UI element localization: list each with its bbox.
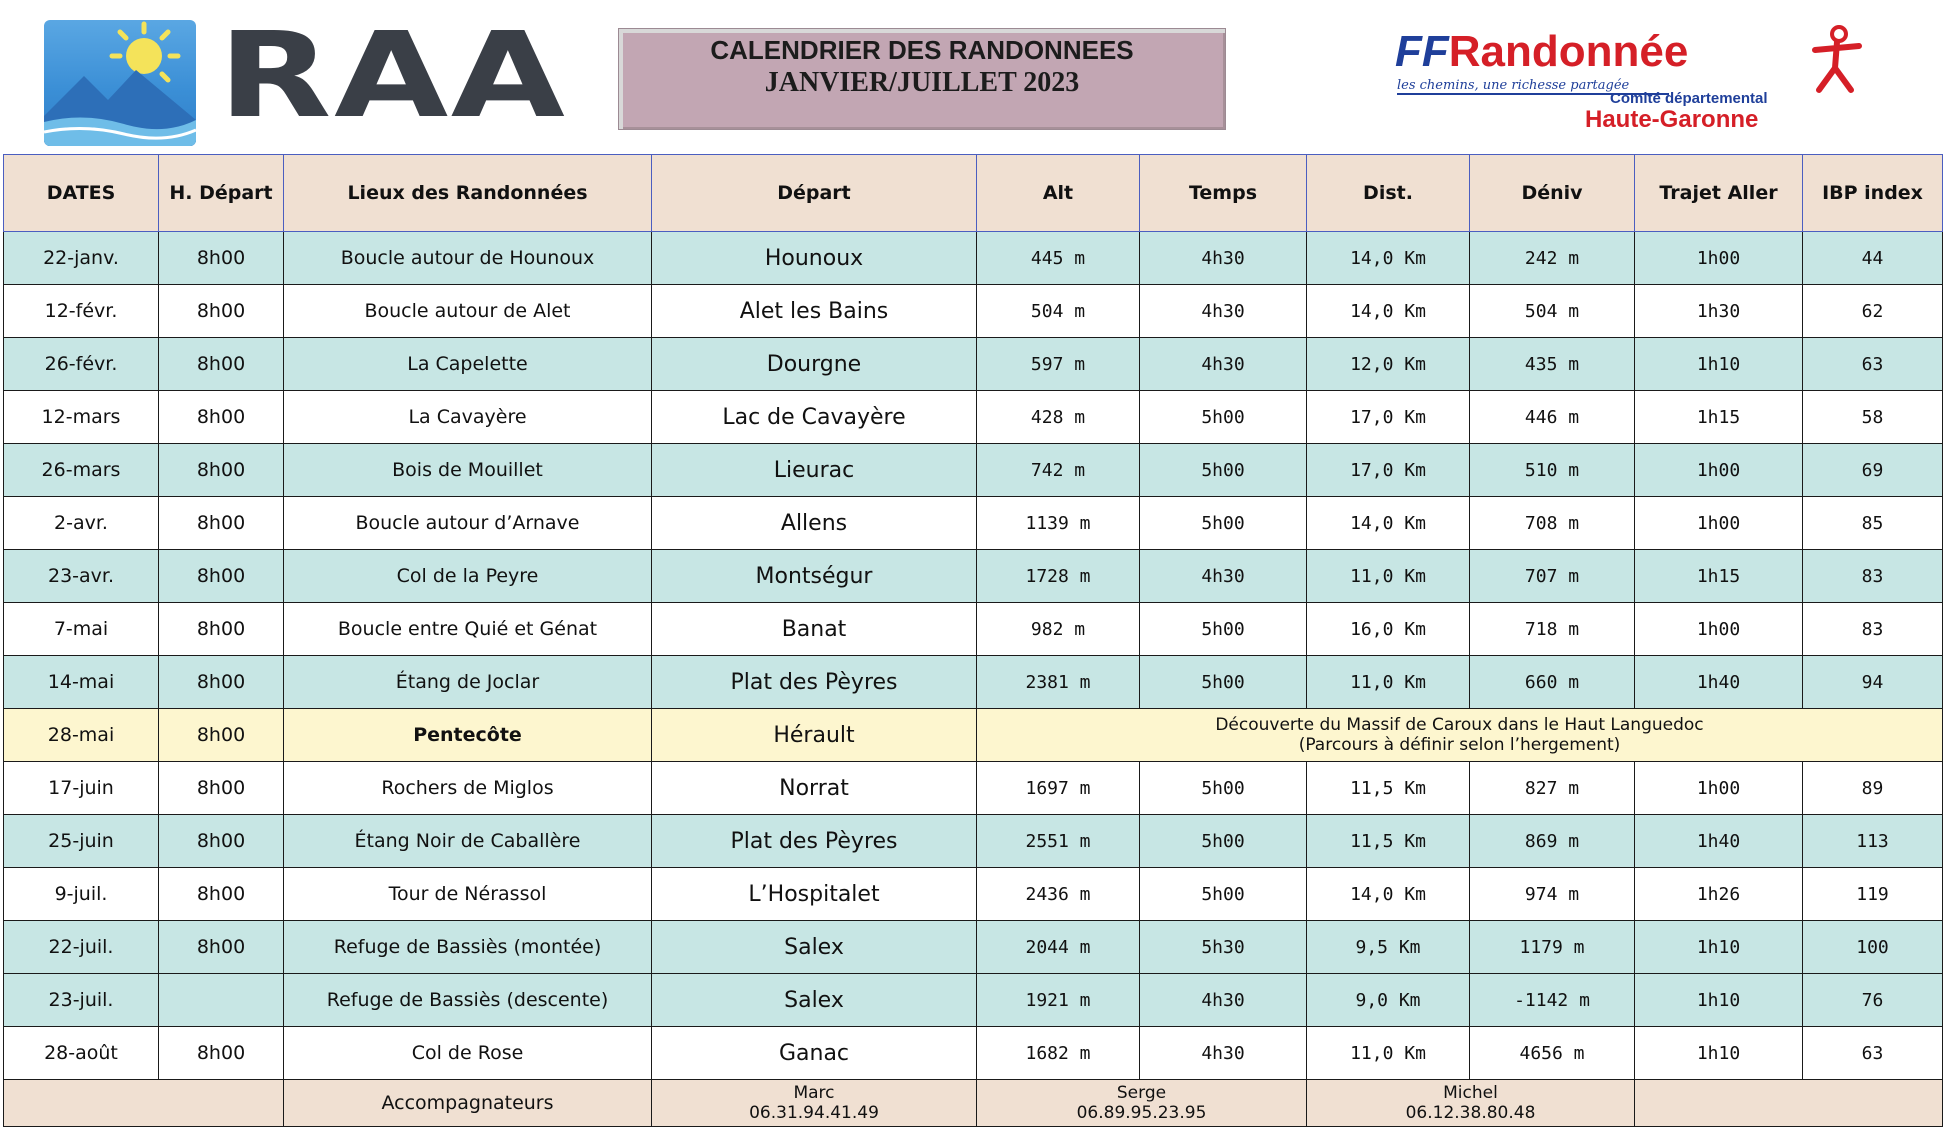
hike-calendar-table [3,154,1943,1127]
title-banner [618,28,1226,130]
cell-ibp: 113 [1803,815,1943,868]
cell-lieu: Col de Rose [284,1027,652,1080]
cell-temps: 5h00 [1140,497,1307,550]
table-row [4,762,1943,815]
cell-lieu: Étang de Joclar [284,656,652,709]
cell-lieu: Boucle autour d’Arnave [284,497,652,550]
cell-date: 22-juil. [4,921,159,974]
cell-temps: 5h00 [1140,868,1307,921]
col-header-temps: Temps [1140,155,1307,232]
cell-trajet: 1h40 [1635,815,1803,868]
col-header-ibp: IBP index [1803,155,1943,232]
cell-date: 22-janv. [4,232,159,285]
cell-temps: 5h00 [1140,391,1307,444]
cell-ibp: 58 [1803,391,1943,444]
cell-depart: Salex [652,974,977,1027]
cell-dist: 11,0 Km [1307,550,1470,603]
cell-lieu: Boucle autour de Alet [284,285,652,338]
cell-heure: 8h00 [159,921,284,974]
cell-depart: Lieurac [652,444,977,497]
table-row [4,868,1943,921]
cell-temps: 5h00 [1140,815,1307,868]
table-row [4,285,1943,338]
cell-lieu: La Cavayère [284,391,652,444]
cell-ibp: 44 [1803,232,1943,285]
cell-trajet: 1h10 [1635,338,1803,391]
footer-end-cell [1635,1080,1943,1127]
cell-depart: Lac de Cavayère [652,391,977,444]
cell-deniv: 435 m [1470,338,1635,391]
cell-trajet: 1h26 [1635,868,1803,921]
cell-temps: 5h00 [1140,603,1307,656]
cell-trajet: 1h00 [1635,603,1803,656]
cell-heure: 8h00 [159,709,284,762]
cell-alt: 2551 m [977,815,1140,868]
cell-dist: 14,0 Km [1307,285,1470,338]
cell-lieu: Col de la Peyre [284,550,652,603]
cell-deniv: 4656 m [1470,1027,1635,1080]
cell-alt: 742 m [977,444,1140,497]
cell-deniv: 242 m [1470,232,1635,285]
sun-mountain-logo-icon [44,20,196,146]
col-header-alt: Alt [977,155,1140,232]
cell-alt: 428 m [977,391,1140,444]
cell-lieu: Refuge de Bassiès (descente) [284,974,652,1027]
note-line-1: Découverte du Massif de Caroux dans le Haut Languedoc [1215,715,1704,735]
cell-alt: 1921 m [977,974,1140,1027]
table-row [4,603,1943,656]
page-subtitle: JANVIER/JUILLET 2023 [764,67,1080,98]
footer-blank-cell [4,1080,284,1127]
cell-trajet: 1h00 [1635,497,1803,550]
cell-deniv: 660 m [1470,656,1635,709]
cell-ibp: 89 [1803,762,1943,815]
table-row [4,1027,1943,1080]
cell-trajet: 1h10 [1635,1027,1803,1080]
cell-dist: 14,0 Km [1307,868,1470,921]
guide-serge [977,1080,1307,1127]
guide-phone: 06.12.38.80.48 [1405,1103,1536,1123]
guide-name: Marc [793,1083,835,1103]
cell-heure: 8h00 [159,603,284,656]
federation-brand [1395,27,1689,76]
cell-depart: Hounoux [652,232,977,285]
cell-lieu: La Capelette [284,338,652,391]
table-row [4,232,1943,285]
col-header-heure-label: H. Départ [169,182,273,204]
cell-alt: 982 m [977,603,1140,656]
cell-heure: 8h00 [159,232,284,285]
cell-lieu: Pentecôte [284,709,652,762]
cell-depart: Hérault [652,709,977,762]
cell-trajet: 1h10 [1635,921,1803,974]
cell-depart: Allens [652,497,977,550]
col-header-dist: Dist. [1307,155,1470,232]
cell-alt: 1728 m [977,550,1140,603]
cell-ibp: 63 [1803,1027,1943,1080]
cell-heure: 8h00 [159,868,284,921]
cell-deniv: -1142 m [1470,974,1635,1027]
cell-deniv: 504 m [1470,285,1635,338]
cell-date: 25-juin [4,815,159,868]
cell-dist: 14,0 Km [1307,497,1470,550]
cell-date: 2-avr. [4,497,159,550]
col-header-deniv: Déniv [1470,155,1635,232]
col-header-depart: Départ [652,155,977,232]
cell-heure [159,974,284,1027]
cell-temps: 4h30 [1140,974,1307,1027]
table-row [4,391,1943,444]
cell-lieu: Boucle entre Quié et Génat [284,603,652,656]
cell-ibp: 100 [1803,921,1943,974]
cell-date: 17-juin [4,762,159,815]
cell-dist: 17,0 Km [1307,391,1470,444]
cell-date: 23-avr. [4,550,159,603]
cell-alt: 597 m [977,338,1140,391]
guide-phone: 06.89.95.23.95 [1076,1103,1207,1123]
note-line-2: (Parcours à définir selon l’hergement) [1298,735,1621,755]
cell-alt: 2381 m [977,656,1140,709]
federation-region: Haute-Garonne [1585,106,1759,133]
cell-trajet: 1h30 [1635,285,1803,338]
cell-date: 26-févr. [4,338,159,391]
cell-depart: Salex [652,921,977,974]
club-logo-text: RAA [218,6,568,144]
cell-depart: Banat [652,603,977,656]
table-row [4,338,1943,391]
cell-depart: Alet les Bains [652,285,977,338]
cell-heure: 8h00 [159,338,284,391]
cell-heure: 8h00 [159,815,284,868]
cell-dist: 9,0 Km [1307,974,1470,1027]
cell-depart: L’Hospitalet [652,868,977,921]
cell-depart: Dourgne [652,338,977,391]
cell-deniv: 708 m [1470,497,1635,550]
federation-slogan: les chemins, une richesse partagée [1397,78,1669,95]
cell-trajet: 1h10 [1635,974,1803,1027]
cell-alt: 445 m [977,232,1140,285]
cell-temps: 4h30 [1140,550,1307,603]
cell-dist: 14,0 Km [1307,232,1470,285]
federation-brand-ff: FF [1395,27,1449,76]
cell-lieu: Bois de Mouillet [284,444,652,497]
cell-temps: 4h30 [1140,1027,1307,1080]
cell-dist: 11,5 Km [1307,815,1470,868]
cell-date: 7-mai [4,603,159,656]
cell-heure: 8h00 [159,497,284,550]
cell-deniv: 446 m [1470,391,1635,444]
cell-ibp: 85 [1803,497,1943,550]
guide-michel [1307,1080,1635,1127]
cell-alt: 1697 m [977,762,1140,815]
cell-temps: 5h00 [1140,762,1307,815]
cell-deniv: 1179 m [1470,921,1635,974]
guides-footer-row [4,1080,1943,1127]
cell-ibp: 119 [1803,868,1943,921]
cell-deniv: 974 m [1470,868,1635,921]
cell-trajet: 1h00 [1635,762,1803,815]
cell-temps: 5h00 [1140,656,1307,709]
guide-marc [652,1080,977,1127]
table-row [4,815,1943,868]
cell-dist: 11,0 Km [1307,656,1470,709]
guide-name: Serge [1116,1083,1167,1103]
cell-alt: 504 m [977,285,1140,338]
table-row-special [4,709,1943,762]
cell-temps: 5h00 [1140,444,1307,497]
cell-deniv: 707 m [1470,550,1635,603]
cell-note [977,709,1943,762]
cell-temps: 4h30 [1140,338,1307,391]
cell-date: 23-juil. [4,974,159,1027]
cell-depart: Montségur [652,550,977,603]
cell-depart: Plat des Pèyres [652,656,977,709]
table-row [4,974,1943,1027]
cell-heure: 8h00 [159,762,284,815]
cell-heure: 8h00 [159,391,284,444]
cell-dist: 12,0 Km [1307,338,1470,391]
col-header-dates: DATES [4,155,159,232]
cell-ibp: 62 [1803,285,1943,338]
table-row [4,497,1943,550]
cell-lieu: Tour de Nérassol [284,868,652,921]
cell-ibp: 76 [1803,974,1943,1027]
cell-heure: 8h00 [159,444,284,497]
cell-dist: 17,0 Km [1307,444,1470,497]
federation-comite: Comité départemental [1610,90,1768,107]
cell-depart: Ganac [652,1027,977,1080]
cell-trajet: 1h00 [1635,232,1803,285]
cell-date: 26-mars [4,444,159,497]
cell-depart: Norrat [652,762,977,815]
cell-temps: 4h30 [1140,285,1307,338]
cell-deniv: 869 m [1470,815,1635,868]
guide-name: Michel [1443,1083,1498,1103]
cell-dist: 11,5 Km [1307,762,1470,815]
cell-heure: 8h00 [159,550,284,603]
cell-ibp: 83 [1803,603,1943,656]
cell-dist: 11,0 Km [1307,1027,1470,1080]
cell-temps: 5h30 [1140,921,1307,974]
cell-alt: 2044 m [977,921,1140,974]
federation-logo [1385,20,1885,138]
cell-date: 12-févr. [4,285,159,338]
cell-ibp: 63 [1803,338,1943,391]
cell-depart: Plat des Pèyres [652,815,977,868]
table-row [4,921,1943,974]
cell-alt: 1682 m [977,1027,1140,1080]
cell-heure: 8h00 [159,1027,284,1080]
cell-lieu: Boucle autour de Hounoux [284,232,652,285]
cell-ibp: 94 [1803,656,1943,709]
cell-ibp: 83 [1803,550,1943,603]
cell-lieu: Rochers de Miglos [284,762,652,815]
cell-lieu: Étang Noir de Caballère [284,815,652,868]
cell-heure: 8h00 [159,285,284,338]
cell-date: 28-mai [4,709,159,762]
cell-deniv: 510 m [1470,444,1635,497]
col-header-heure [159,155,284,232]
cell-trajet: 1h15 [1635,550,1803,603]
cell-ibp: 69 [1803,444,1943,497]
col-header-lieux: Lieux des Randonnées [284,155,652,232]
table-row [4,444,1943,497]
cell-lieu: Refuge de Bassiès (montée) [284,921,652,974]
table-header-row [4,155,1943,232]
cell-date: 14-mai [4,656,159,709]
cell-date: 12-mars [4,391,159,444]
cell-date: 28-août [4,1027,159,1080]
table-row [4,656,1943,709]
cell-deniv: 827 m [1470,762,1635,815]
cell-temps: 4h30 [1140,232,1307,285]
cell-trajet: 1h40 [1635,656,1803,709]
col-header-trajet: Trajet Aller [1635,155,1803,232]
table-row [4,550,1943,603]
cell-trajet: 1h15 [1635,391,1803,444]
cell-dist: 16,0 Km [1307,603,1470,656]
page-title: CALENDRIER DES RANDONNEES [710,35,1134,65]
cell-heure: 8h00 [159,656,284,709]
guide-phone: 06.31.94.41.49 [749,1103,879,1123]
cell-trajet: 1h00 [1635,444,1803,497]
guides-label: Accompagnateurs [284,1080,652,1127]
cell-date: 9-juil. [4,868,159,921]
cell-alt: 1139 m [977,497,1140,550]
cell-dist: 9,5 Km [1307,921,1470,974]
hiker-figure-icon [1805,24,1869,94]
federation-brand-rando: Randonnée [1448,27,1689,76]
cell-deniv: 718 m [1470,603,1635,656]
cell-alt: 2436 m [977,868,1140,921]
